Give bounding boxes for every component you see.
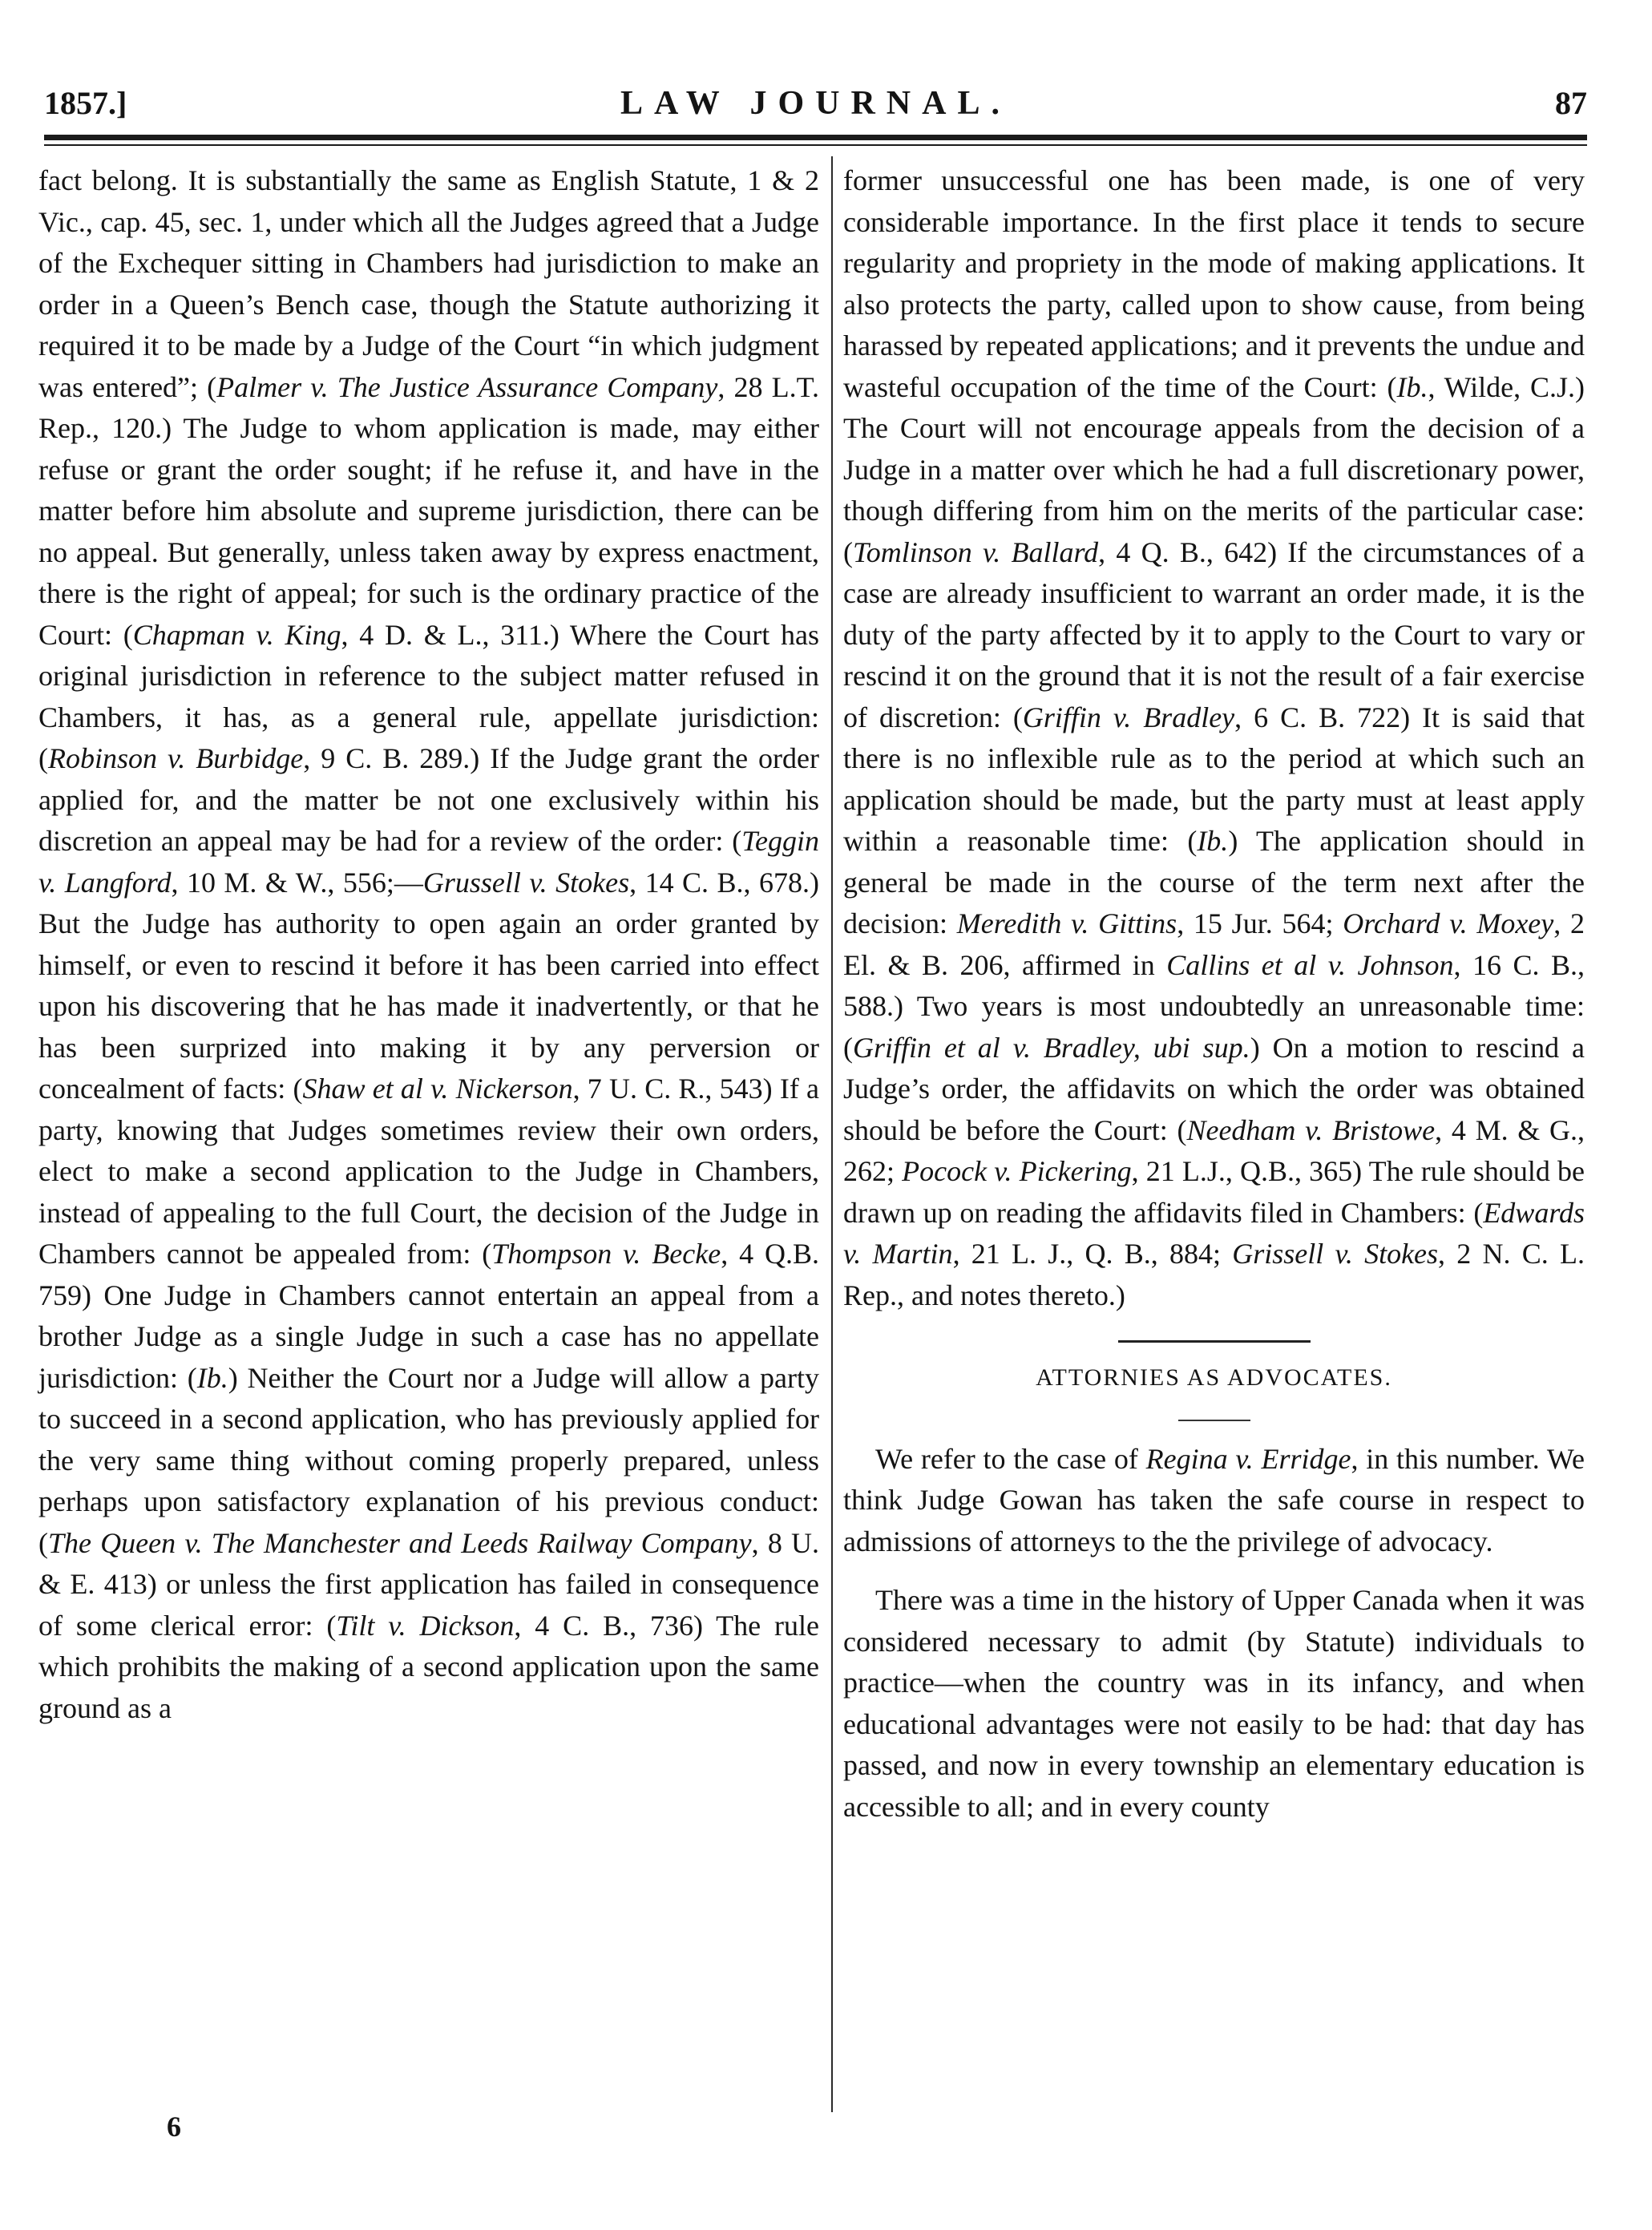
case-citation: Palmer v. The Justice Assurance Company — [216, 370, 718, 403]
column-divider — [831, 156, 833, 2112]
signature-mark: 6 — [167, 2111, 181, 2143]
case-citation: Orchard v. Moxey — [1343, 907, 1554, 939]
text-run: , 15 Jur. 564; — [1177, 907, 1343, 939]
case-citation: Thompson v. Becke — [491, 1238, 721, 1270]
case-citation: Regina v. Erridge — [1145, 1442, 1351, 1475]
text-run: We refer to the case of — [875, 1442, 1146, 1475]
text-run: , 4 Q. B., 642) If the circumstances of a case are already insufficient to warrant an order made, it is the duty of the party affected by it to apply to the Court to vary or rescind it on the ground that it is not the result of a fair exercise of discretion: ( — [843, 535, 1585, 733]
text-run: , 21 L.J., Q.B., 365) The rule should be drawn up on reading the affidavits filed in Chambers: ( — [843, 1155, 1585, 1229]
text-run: , 2 El. & B. 206, affirmed in — [843, 907, 1585, 981]
text-run: , 2 N. C. L. Rep., and notes thereto.) — [843, 1238, 1585, 1311]
text-run: , 10 M. & W., 556;— — [171, 866, 423, 899]
case-citation: Ib. — [1396, 370, 1428, 403]
case-citation: The Queen v. The Manchester and Leeds Railway Company — [48, 1526, 752, 1559]
right-column — [843, 160, 1585, 1828]
text-run: , 16 C. B., 588.) Two years is most undoubtedly an unreasonable time: ( — [843, 948, 1585, 1064]
header-rule-thin — [44, 144, 1587, 146]
header-title: LAW JOURNAL. — [620, 85, 1011, 122]
text-run: , 4 C. B., 736) The rule which prohibits the making of a second application upon the same ground as a — [38, 1609, 819, 1724]
case-citation: Shaw et al v. Nickerson — [302, 1073, 573, 1105]
section-paragraph — [843, 1439, 1585, 1563]
case-citation: Pocock v. Pickering — [902, 1155, 1132, 1187]
text-run: , 9 C. B. 289.) If the Judge grant the order applied for, and the matter be not one exclusively within his discretion an appeal may be had for a review of the order: ( — [38, 742, 819, 857]
case-citation: Needham v. Bristowe — [1186, 1113, 1436, 1146]
text-run: , 6 C. B. 722) It is said that there is no inflexible rule as to the period at which such an application should be made, but the party must at least apply within a reasonable time: ( — [843, 701, 1585, 857]
page-header — [44, 84, 1587, 132]
case-citation: Grussell v. Stokes — [422, 866, 630, 899]
text-run: , in this number. We think Judge Gowan has taken the safe course in respect to admissions of attorneys to the the privilege of advocacy. — [843, 1442, 1585, 1557]
text-run: , 21 L. J., Q. B., 884; — [952, 1238, 1233, 1270]
case-citation: Teggin v. Langford — [38, 825, 819, 899]
text-run: , 8 U. & E. 413) or unless the first application has failed in consequence of some clerical error: ( — [38, 1526, 820, 1642]
text-run: , 28 L.T. Rep., 120.) The Judge to whom application is made, may either refuse or grant the order sought; if he refuse it, and have in the matter before him absolute and supreme jurisdiction, there can be no appeal. But generally, unless taken away by express enactment, there is the right of appeal; for such is the ordinary practice of the Court: ( — [38, 370, 819, 651]
case-citation: Tilt v. Dickson — [336, 1609, 515, 1642]
case-citation: Robinson v. Burbidge — [48, 742, 304, 774]
left-column — [38, 160, 819, 1729]
text-run: ) The application should in general be made in the course of the term next after the decision: — [843, 825, 1585, 939]
case-citation: Grissell v. Stokes — [1232, 1238, 1439, 1270]
text-run: , 4 D. & L., 311.) Where the Court has original jurisdiction in reference to the subject matter refused in Chambers, it has, as a general rule, appellate jurisdiction: ( — [38, 618, 819, 774]
right-column-paragraph — [843, 160, 1585, 1316]
case-citation: Edwards v. Martin — [843, 1196, 1585, 1270]
section-divider-rule — [1118, 1340, 1311, 1343]
case-citation: Griffin et al v. Bradley, ubi sup. — [853, 1031, 1250, 1064]
section-paragraph: There was a time in the history of Upper Canada when it was considered necessary to admit (by Statute) individuals to practice—when the country was in its infancy, and when educational advantages were not easily to be had: that day has passed, and now in every township an elementary education is accessible to all; and in every county — [843, 1584, 1585, 1823]
header-page-number: 87 — [1555, 85, 1587, 121]
case-citation: Ib. — [196, 1361, 228, 1394]
case-citation: Griffin v. Bradley — [1022, 701, 1235, 733]
case-citation: Tomlinson v. Ballard — [853, 535, 1099, 568]
case-citation: Callins et al v. Johnson — [1166, 948, 1454, 981]
text-run: , 14 C. B., 678.) But the Judge has authority to open again an order granted by himself, or even to rescind it before it has been carried into effect upon his discovering that he has made it inadvertently, or that he has been surprized into making it by any perversion or concealment of facts: ( — [38, 866, 819, 1105]
text-run: , 4 Q.B. 759) One Judge in Chambers cannot entertain an appeal from a brother Judge as a single Judge in such a case has no appellate jurisdiction: ( — [38, 1238, 819, 1394]
text-run: fact belong. It is substantially the same as English Statute, 1 & 2 Vic., cap. 45, sec. 1, under which all the Judges agreed that a Judge of the Exchequer sitting in Chambers had jurisdiction to make an order in a Queen’s Bench case, though the Statute authorizing it required it to be made by a Judge of the Court “in which judgment was entered”; ( — [38, 164, 819, 403]
header-rule-thick — [44, 135, 1587, 140]
text-run: , Wilde, C.J.) The Court will not encourage appeals from the decision of a Judge in a matter over which he had a full discretionary power, though differing from him on the merits of the particular case: ( — [843, 370, 1585, 568]
section-title: ATTORNIES AS ADVOCATES. — [1036, 1364, 1392, 1391]
case-citation: Ib. — [1197, 825, 1229, 857]
text-run: former unsuccessful one has been made, is one of very considerable importance. In the first place it tends to secure regularity and propriety in the mode of making applications. It also protects the party, called upon to show cause, from being harassed by repeated applications; and it prevents the undue and wasteful occupation of the time of the Court: ( — [843, 164, 1585, 403]
text-run: , 4 M. & G., 262; — [843, 1113, 1585, 1187]
text-run: , 7 U. C. R., 543) If a party, knowing that Judges sometimes review their own orders, elect to make a second application to the Judge in Chambers, instead of appealing to the full Court, the decision of the Judge in Chambers cannot be appealed from: ( — [38, 1073, 819, 1270]
text-run: ) On a motion to rescind a Judge’s order, the affidavits on which the order was obtained should be before the Court: ( — [843, 1031, 1585, 1146]
case-citation: Meredith v. Gittins — [956, 907, 1177, 939]
text-run: ) Neither the Court nor a Judge will allow a party to succeed in a second application, who has previously applied for the very same thing without coming properly prepared, unless perhaps upon satisfactory explanation of his previous conduct: ( — [38, 1361, 819, 1559]
section-title-underline — [1178, 1420, 1250, 1421]
left-column-paragraph — [38, 160, 819, 1729]
header-year: 1857.] — [44, 85, 127, 121]
case-citation: Chapman v. King — [132, 618, 341, 651]
